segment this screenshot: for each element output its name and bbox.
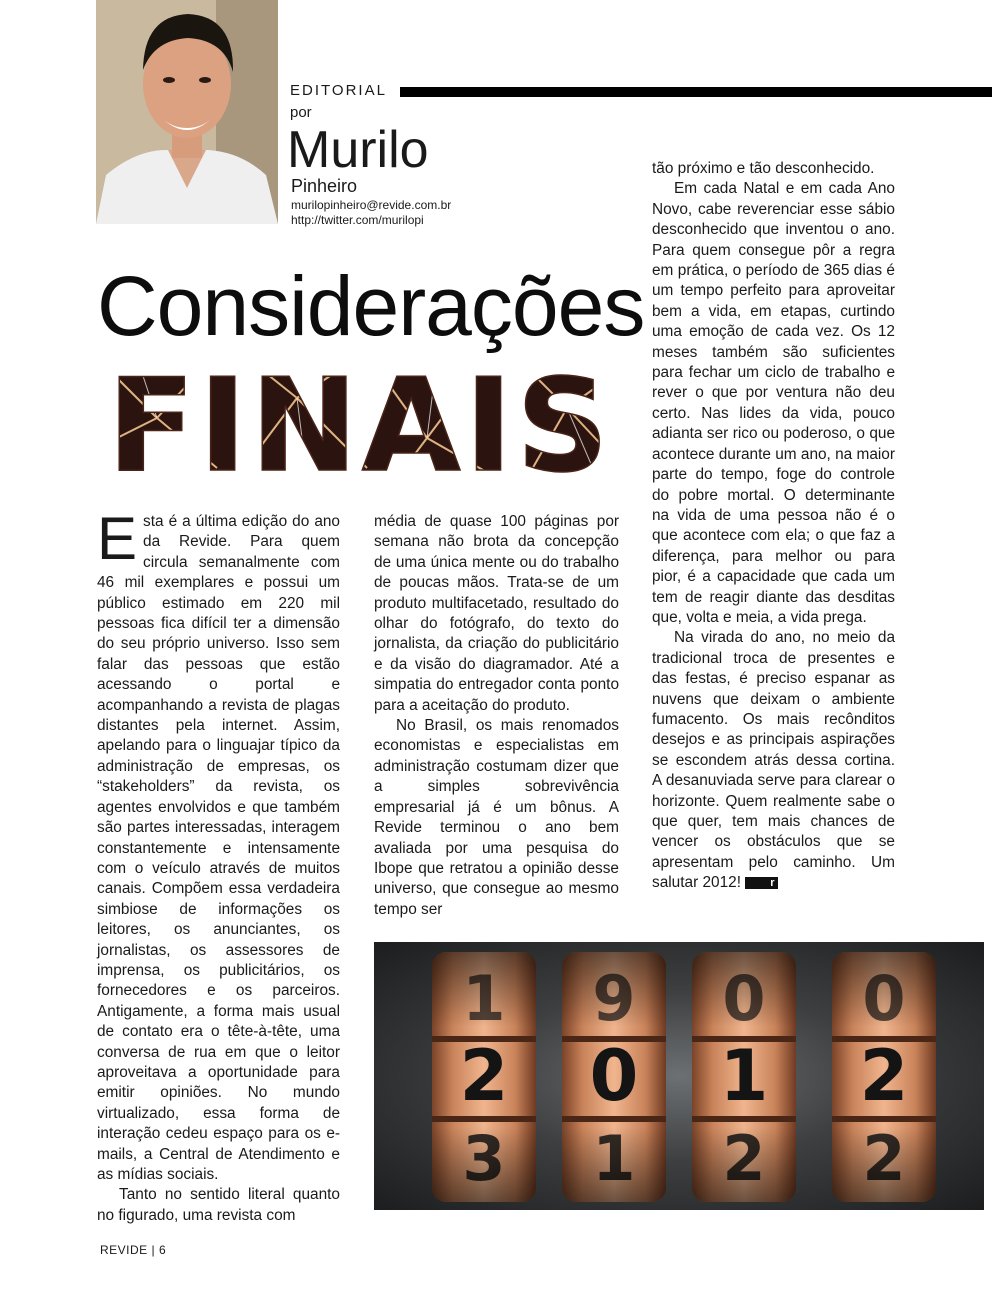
article-column-1 <box>97 505 340 1226</box>
end-mark-icon: r <box>745 877 777 889</box>
dial-shading <box>832 952 936 1202</box>
drop-cap: E <box>97 505 138 572</box>
dial-shading <box>432 952 536 1202</box>
paragraph: Esta é a última edição do ano da Revide. Para quem circula semanalmente com 46 mil exemplares e possui um público estimado em 220 mil pessoas fica difícil ter a dimensão do seu próprio universo. Isso sem falar das pessoas que estão acessando o portal e acompanhando a revista de plagas distantes pela internet. Assim, apelando para o linguajar típico da administração de empresas, os “stakeholders” da revista, os agentes envolvidos e que também são partes interessadas, interagem constantemente e intensamente com o veículo através de muitos canais. Compõem essa verdadeira simbiose de informações os leitores, os anunciantes, os jornalistas, os assessores de imprensa, os publicitários, os fornecedores e os parceiros. Antigamente, a forma mais usual de contato era o tête-à-tête, uma conversa de rua em que o leitor aproveitava a oportunidade para emitir opiniões. No mundo virtualizado, essa forma de interação cedeu espaço para os e-mails, a Central de Atendimento e as mídias sociais. <box>97 505 340 1183</box>
section-label: EDITORIAL <box>290 82 387 99</box>
author-portrait <box>96 0 278 224</box>
paragraph: Tanto no sentido literal quanto no figurado, uma revista com <box>97 1186 340 1224</box>
author-email[interactable]: murilopinheiro@revide.com.br <box>291 198 452 212</box>
author-first-name: Murilo <box>287 121 429 179</box>
headline-finais-text: FINAIS <box>107 358 613 478</box>
paragraph: média de quase 100 páginas por semana não brota da concepção de uma única mente ou do trabalho de poucas mãos. Trata-se de um produto multifacetado, resultado do olhar do fotógrafo, do texto do jornalista, da criação do publicitário e da visão do diagramador. Até a simpatia do entregador conta ponto para a aceitação do produto. <box>374 513 619 714</box>
paragraph: Na virada do ano, no meio da tradicional troca de presentes e das festas, é preciso espanar as nuvens que deixam o ambiente fumacento. Os mais recônditos desejos e as principais aspirações se escondem atrás dessa cortina. A desanuviada serve para clarear o horizonte. Quem realmente sabe o que quer, tem mais chances de vencer os obstáculos que se apresentam pelo caminho. Um salutar 2012! r <box>652 629 895 892</box>
author-twitter[interactable]: http://twitter.com/murilopi <box>291 213 424 227</box>
paragraph: Em cada Natal e em cada Ano Novo, cabe reverenciar esse sábio desconhecido que inventou o ano. Para quem consegue pôr a regra em prática, o período de 365 dias é um tempo perfeito para aproveitar bem a vida, em etapas, curtindo uma emoção de cada vez. Os 12 meses também são suficientes para fechar um ciclo de trabalho e rever o que por ventura não deu certo. Nas lides da vida, pouco adianta ser rico ou poderoso, o que acontece durante um ano, na maior parte do tempo, foge do controle do pobre mortal. O determinante na vida de uma pessoa não é o que acontece com ela; o que faz a diferença, para melhor ou para pior, é a capacidade que cada um tem de reagir diante das desditas que, volta e meia, a vida prega. <box>652 180 895 626</box>
headline-line-1: Considerações <box>97 259 645 353</box>
headline-line-2 <box>97 358 623 478</box>
article-column-3 <box>652 159 895 894</box>
author-last-name: Pinheiro <box>291 176 358 196</box>
author-photo <box>96 0 278 224</box>
dial-shading <box>692 952 796 1202</box>
paragraph: tão próximo e tão desconhecido. <box>652 160 875 177</box>
lock-dials <box>374 942 984 1210</box>
header-rule <box>400 87 992 97</box>
paragraph: No Brasil, os mais renomados economistas e especialistas em administração costumam dizer que a simples sobrevivência empresarial já é um bônus. A Revide terminou o ano bem avaliada por uma pesquisa do Ibope que retratou a opinião desse universo, que consegue ao mesmo tempo ser <box>374 717 619 918</box>
by-label: por <box>290 104 312 121</box>
dial-shading <box>562 952 666 1202</box>
page-footer: REVIDE | 6 <box>100 1243 167 1257</box>
combination-lock-image <box>374 942 984 1210</box>
article-column-2 <box>374 512 619 920</box>
